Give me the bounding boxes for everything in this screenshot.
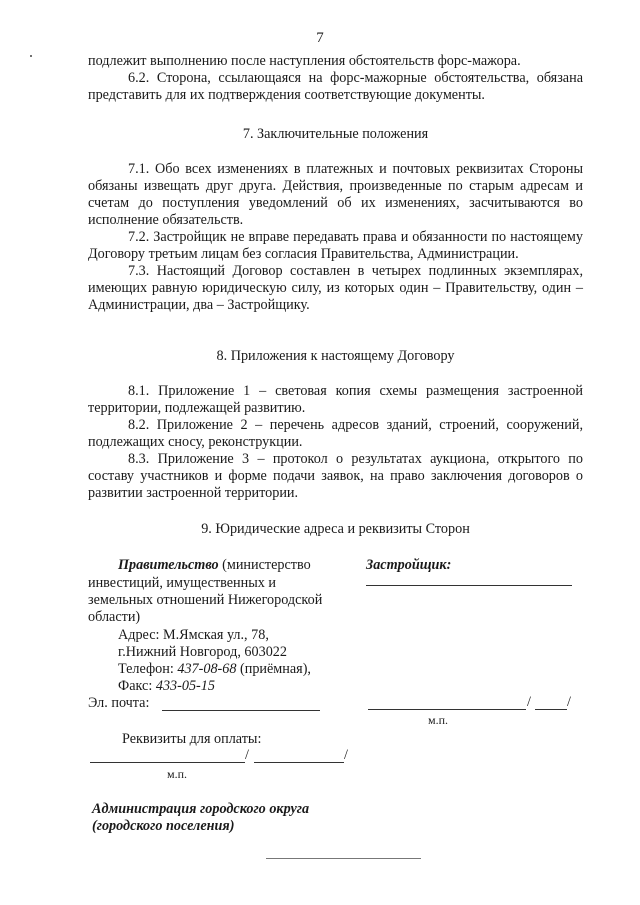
gov-name: Правительство [118,557,219,573]
gov-address-1: Адрес: М.Ямская ул., 78, [118,627,269,643]
gov-address-2: г.Нижний Новгород, 603022 [118,644,287,660]
admin-name-1: Администрация городского округа [92,801,310,817]
gov-fax-label: Факс: [118,678,156,694]
section-7-body [88,161,583,314]
gov-phone-value: 437-08-68 [177,661,237,677]
gov-heading [118,557,311,574]
developer-sign-slash-2: / [567,694,571,710]
paragraph-6-cont: подлежит выполнению после наступления обстоятельств форс-мажора. [88,53,521,69]
gov-sign-slash-2: / [344,747,348,763]
gov-requisites-label: Реквизиты для оплаты: [122,731,262,747]
section-7-title: 7. Заключительные положения [242,126,429,142]
section-8-body [88,383,583,502]
section-8-title: 8. Приложения к настоящему Договору [216,348,455,364]
developer-stamp: м.п. [428,713,449,727]
gov-sign-line-1 [90,762,245,763]
paragraph-7-2: 7.2. Застройщик не вправе передавать права и обязанности по настоящему Договору третьим лицам без согласия Правительства, Администрации. [88,229,583,262]
section-6-continuation [88,53,583,104]
gov-desc-1: (министерство [218,557,311,573]
paragraph-8-2: 8.2. Приложение 2 – перечень адресов зданий, строений, сооружений, подлежащих сносу, реконструкции. [88,417,583,450]
scan-speck [30,55,32,57]
developer-sign-slash-1: / [527,694,531,710]
gov-sign-slash-1: / [245,747,249,763]
gov-email-line [162,710,320,711]
paragraph-8-3: 8.3. Приложение 3 – протокол о результатах аукциона, открытого по составу участников и форме подачи заявок, на право заключения договоров о развитии застроенной территории. [88,451,583,501]
gov-desc-3: земельных отношений Нижегородской [88,592,323,608]
admin-name-2: (городского поселения) [92,818,235,834]
page-number: 7 [316,30,324,46]
admin-line [266,858,421,859]
gov-desc-4: области) [88,609,141,625]
gov-desc-2: инвестиций, имущественных и [88,575,277,591]
gov-phone-label: Телефон: [118,661,178,677]
gov-fax [118,678,215,695]
gov-email-label: Эл. почта: [88,695,150,711]
gov-stamp: м.п. [167,767,188,781]
section-9-title: 9. Юридические адреса и реквизиты Сторон [201,521,470,537]
gov-sign-line-2 [254,762,344,763]
developer-line [366,585,572,586]
gov-phone [118,661,311,678]
developer-sign-line-2 [535,709,567,710]
paragraph-6-2: 6.2. Сторона, ссылающаяся на форс-мажорные обстоятельства, обязана представить для их подтверждения соответствующие документы. [88,70,583,103]
gov-fax-value: 433-05-15 [155,678,215,694]
paragraph-8-1: 8.1. Приложение 1 – световая копия схемы размещения застроенной территории, подлежащей развитию. [88,383,583,416]
gov-phone-note: (приёмная), [236,661,311,677]
developer-sign-line-1 [368,709,526,710]
paragraph-7-3: 7.3. Настоящий Договор составлен в четырех подлинных экземплярах, имеющих равную юридическую силу, из которых один – Правительству, один – Администрации, два – Застройщику. [88,263,583,313]
paragraph-7-1: 7.1. Обо всех изменениях в платежных и почтовых реквизитах Стороны обязаны извещать друг друга. Действия, произведенные по старым адресам и счетам до поступления уведомлений об их изменениях, засчитываются во исполнение обязательств. [88,161,583,228]
developer-name: Застройщик: [366,557,452,573]
